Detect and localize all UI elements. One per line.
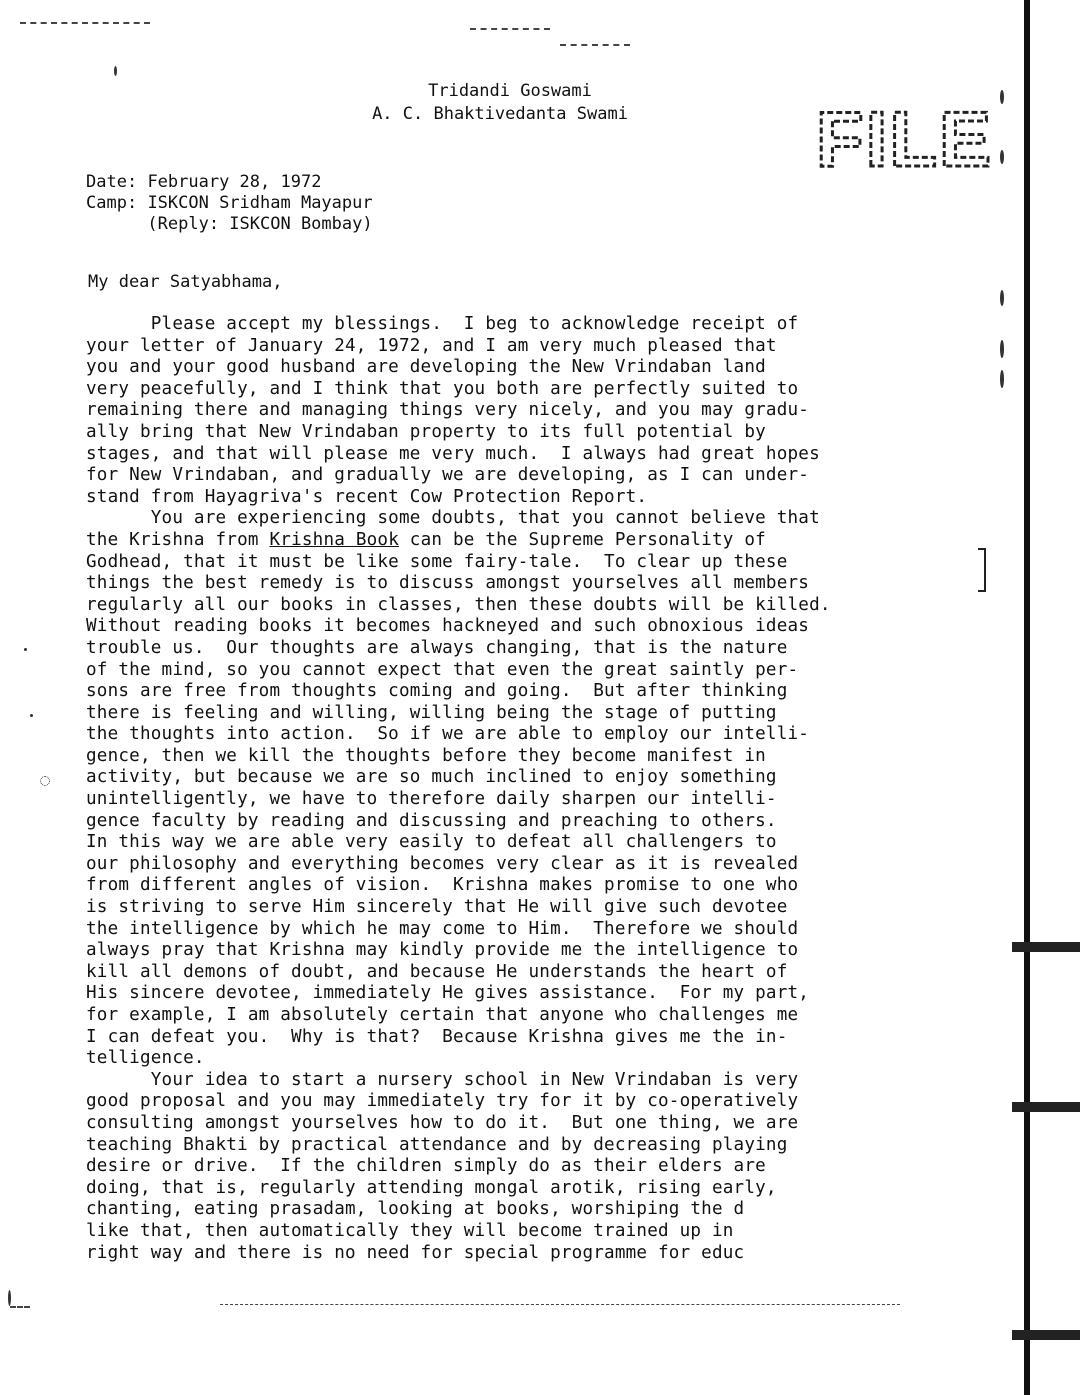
body-line: Please accept my blessings. I beg to acknowledge receipt of <box>86 314 799 334</box>
file-stamp-icon <box>812 95 993 183</box>
body-line: telligence. <box>86 1048 205 1069</box>
body-line: things the best remedy is to discuss amongst yourselves all members <box>86 573 810 594</box>
body-line: there is feeling and willing, willing being the stage of putting <box>86 702 777 723</box>
body-line: for New Vrindaban, and gradually we are developing, as I can under- <box>86 465 810 486</box>
body-line: kill all demons of doubt, and because He understands the heart of <box>86 961 788 982</box>
body-line: Without reading books it becomes hackneyed and such obnoxious ideas <box>86 616 810 637</box>
scan-edge-rule <box>1024 0 1030 1395</box>
body-line: sons are free from thoughts coming and going. But after thinking <box>86 681 788 702</box>
body-line: the Krishna from Krishna Book can be the Supreme Personality of <box>86 529 766 550</box>
body-line: ally bring that New Vrindaban property to its full potential by <box>86 421 766 442</box>
file-stamp-text: FILE <box>816 95 993 183</box>
body-line: good proposal and you may immediately try for it by co-operatively <box>86 1091 799 1112</box>
body-line: chanting, eating prasadam, looking at books, worshiping the d <box>86 1199 745 1220</box>
body-line: right way and there is no need for special programme for educ <box>86 1242 745 1263</box>
scan-edge-mark <box>1012 1330 1080 1340</box>
scan-speck <box>1000 150 1004 164</box>
body-line: you and your good husband are developing the New Vrindaban land <box>86 357 766 378</box>
scan-edge-mark <box>1012 942 1080 952</box>
scan-speck <box>1000 340 1004 358</box>
scan-speck <box>30 714 33 717</box>
scan-speck <box>114 66 117 76</box>
body-line: desire or drive. If the children simply do as their elders are <box>86 1156 766 1177</box>
scan-speck <box>1000 90 1004 104</box>
scan-speck <box>24 648 27 651</box>
body-line: You are experiencing some doubts, that you cannot believe that <box>86 508 820 529</box>
body-line: the thoughts into action. So if we are able to employ our intelli- <box>86 724 810 745</box>
camp-value: ISKCON Sridham Mayapur <box>147 193 373 213</box>
body-line: I can defeat you. Why is that? Because Krishna gives me the in- <box>86 1026 788 1047</box>
reply-row <box>86 214 373 235</box>
body-line: always pray that Krishna may kindly provide me the intelligence to <box>86 940 799 961</box>
body-line: our philosophy and everything becomes very clear as it is revealed <box>86 853 799 874</box>
body-line: Your idea to start a nursery school in New Vrindaban is very <box>86 1069 799 1090</box>
body-line: Godhead, that it must be like some fairy-tale. To clear up these <box>86 551 788 572</box>
scan-speck <box>40 776 50 786</box>
body-line: like that, then automatically they will become trained up in <box>86 1220 734 1241</box>
body-line: trouble us. Our thoughts are always changing, that is the nature <box>86 637 788 658</box>
body-line: In this way we are able very easily to defeat all challengers to <box>86 832 777 853</box>
body-line: of the mind, so you cannot expect that even the great saintly per- <box>86 659 799 680</box>
letter-body <box>86 314 986 1264</box>
body-line: stages, and that will please me very much. I always had great hopes <box>86 443 820 464</box>
scan-speck <box>8 1290 11 1306</box>
scan-edge-mark <box>1012 1102 1080 1112</box>
body-line: remaining there and managing things very nicely, and you may gradu- <box>86 400 810 421</box>
letterhead-title: Tridandi Goswami <box>428 81 592 101</box>
body-line: unintelligently, we have to therefore daily sharpen our intelli- <box>86 789 777 810</box>
body-line: from different angles of vision. Krishna makes promise to one who <box>86 875 799 896</box>
body-line: is striving to serve Him sincerely that He will give such devotee <box>86 897 788 918</box>
body-line: your letter of January 24, 1972, and I am very much pleased that <box>86 335 777 356</box>
body-line: the intelligence by which he may come to Him. Therefore we should <box>86 918 799 939</box>
reply-value: (Reply: ISKCON Bombay) <box>147 214 373 234</box>
camp-label: Camp: <box>86 193 138 213</box>
body-line: His sincere devotee, immediately He gives assistance. For my part, <box>86 983 810 1004</box>
body-line: activity, but because we are so much inclined to enjoy something <box>86 767 777 788</box>
body-line: gence faculty by reading and discussing and preaching to others. <box>86 810 777 831</box>
scan-noise <box>20 22 150 24</box>
scan-speck <box>1000 290 1004 306</box>
scan-noise <box>10 1306 30 1308</box>
letter-meta <box>86 172 373 235</box>
body-line: consulting amongst yourselves how to do it. But one thing, we are <box>86 1112 799 1133</box>
scan-noise <box>560 44 630 46</box>
body-line: very peacefully, and I think that you both are perfectly suited to <box>86 378 799 399</box>
salutation: My dear Satyabhama, <box>88 272 283 292</box>
letterhead-name: A. C. Bhaktivedanta Swami <box>372 104 628 124</box>
body-line: stand from Hayagriva's recent Cow Protection Report. <box>86 486 648 507</box>
scan-noise <box>220 1304 900 1305</box>
body-line: teaching Bhakti by practical attendance and by decreasing playing <box>86 1134 788 1155</box>
scan-speck <box>1000 370 1004 388</box>
date-row <box>86 172 373 193</box>
body-line: doing, that is, regularly attending mongal arotik, rising early, <box>86 1177 777 1198</box>
date-label: Date: <box>86 172 138 192</box>
body-line: for example, I am absolutely certain that anyone who challenges me <box>86 1005 799 1025</box>
scan-noise <box>470 28 550 30</box>
camp-row <box>86 193 373 214</box>
body-line: regularly all our books in classes, then these doubts will be killed. <box>86 594 831 615</box>
body-line: gence, then we kill the thoughts before they become manifest in <box>86 745 766 766</box>
date-value: February 28, 1972 <box>147 172 322 192</box>
